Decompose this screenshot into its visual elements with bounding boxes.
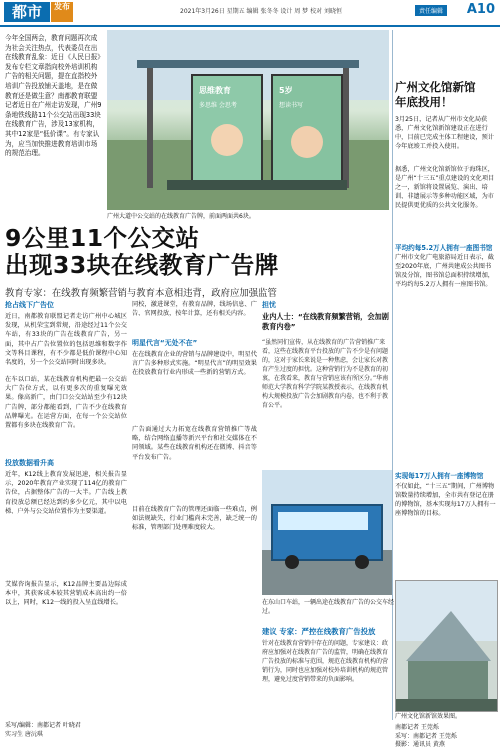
col1-paragraph-2: 在车以口站，某在线教育机构把最一公交站大广告位方式，以有更多次的重复曝光效果。像高新广，由门口公交站站至少有12块广告牌，部分都能看到，广告不少在线教育品牌曝光。在运营方面，在每一个公交站位置都有多块在线教育广告。: [5, 376, 127, 430]
photo1-caption: 广州大道中公交站的在线教育广告牌，前面两面共6块。: [107, 211, 389, 220]
museum-caption: 广州文化馆新馆效果图。: [395, 713, 462, 720]
page-header: [0, 0, 500, 27]
headline: [5, 225, 390, 279]
expert-quote: “虽然同们宣传，从在线教育的广告营销推广来看，这些在线教育平台投放的广告不少是有问题的，这对于家长来说是一种焦虑，会让家长对教育产生过度的担忧。这种营销行为不是教育的初衷，在我看来，教育与营销应该有所区分。”华南师范大学教育科学学院某教授表示，在线教育机构大规模投放广告会加剧教育内卷，也不利于教育公平。: [262, 339, 389, 409]
building-illustration: [396, 581, 497, 711]
ad-text-1: 思维教育: [199, 86, 231, 95]
col1-paragraph-1: 近日，南都教育联盟记者走访广州中心城区发现，从机荣宝到常规，沿途经过11个公交车站，有33块的广告在线教育广告，另一面，其中占广告位置位的包括思维和数字作文等科目课程，有不少都是低价课程中心知名度的，另一个公交站同时出现多块。: [5, 313, 127, 367]
headline-line2: 出现33块在线教育广告牌: [5, 251, 279, 279]
col2-paragraph-2: 在在线教育企业的营销与品牌建设中，明星代言广告多种形式实施。“明星代言”的明星效果在投放教育行业内形成一些新的营销方式。: [132, 351, 257, 377]
bus-photo: [262, 470, 392, 595]
right-subhead-2: 实现每17万人拥有一座博物馆: [395, 472, 484, 480]
right-title-line1: 广州文化馆新馆: [395, 80, 476, 94]
col2-paragraph-3: 广告面通过大力拓宽在线教育营销推广等战略，结合网络直播等新兴平台和社交媒体在不同领域。某些在线教育机构还在微博、抖音等平台发布广告。: [132, 426, 257, 461]
ad-text-3: 5岁: [279, 86, 293, 95]
brand-logo: 都市: [4, 2, 50, 22]
bus-caption: 在东山口车站，一辆出途在线教育广告的公交车经过。: [262, 599, 395, 615]
subheadline: 教育专家：在线教育频繁营销与教育本意相违背，政府应加强监管: [5, 288, 277, 299]
col2-head: 明星代言“无处不在”: [132, 339, 198, 347]
right-paragraph-4: 不仅如此，“十三五”期间，广州博物馆数量持续增加，全市共有登记在册的博物馆，基本实现每17万人拥有一座博物馆的目标。: [395, 483, 496, 517]
left-credits: 采写/编辑：南都记者 叶晓君 实习生 唐沅琪: [5, 722, 81, 738]
right-paragraph-2: 据悉，广州文化馆新馆位于海珠区，是广州“十三五”重点建设的文化项目之一，新馆将设置展览、演出、培训、非遗展示等多种功能区域，为市民提供更优质的公共文化服务。: [395, 166, 495, 209]
col2-paragraph-1: 同校，激进课堂，有教育品牌，线场信息、广告、官网投放，按年计算，还有相关内容。: [132, 301, 257, 318]
right-credits: 南都记者 王莞烁 采写：南都记者 王莞烁 摄影：通讯员 黄燕: [395, 724, 457, 749]
bus-stop-illustration: [107, 30, 389, 210]
col1-head-1: 抢占线下广告位: [5, 301, 54, 309]
right-paragraph-1: 3月25日，记者从广州市文化局获悉，广州文化馆新馆建设正在进行中，目前已完成主体工程建设，预计今年底竣工并投入使用。: [395, 116, 494, 150]
right-title: [395, 80, 495, 110]
col2-paragraph-4: 目前在线教育广告的管理还面临一些难点，例如法规缺失，行业门槛尚未完善，缺乏统一的标准，管理部门处理难度较大。: [132, 506, 257, 532]
intro-text: 今年全国两会，教育问题再次成为社会关注热点，代表委员在出在线教育乱象：近日《人民日报》发布专栏文章指向校外培训机构广告的相关问题，提在直指校外培训广告投放铺天盖地，是在做教育还是做生意？南都教育联盟记者近日在广州走访发现，广州9条地铁线路11个公交站出现33块在线教育广告，涉及13家机构，其中12家是“低价课”。有专家认为，应当加快推进教育培训市场的规范治理。: [5, 34, 102, 158]
right-title-line2: 年底投用！: [395, 95, 453, 109]
headline-line1: 9公里11个公交站: [5, 224, 200, 252]
ad-text-2: 多思维 会思考: [199, 102, 237, 109]
page-number: A10: [466, 2, 495, 17]
right-paragraph-3: 广州市文化广电旅游局近日表示，截至2020年底，广州共建成公共图书馆及分馆，图书馆总面积持续增加，平均约每5.2万人拥有一座图书馆。: [395, 254, 494, 288]
col3-lead: 业内人士：“在线教育频繁营销，会加剧教育内卷”: [262, 312, 389, 331]
bus-illustration: [262, 470, 392, 595]
bus-stop-photo: [107, 30, 389, 210]
col1-head-2: 投放数据看升高: [5, 459, 54, 467]
right-subhead-1: 平均约每5.2万人拥有一座图书馆: [395, 244, 493, 252]
museum-rendering: [395, 580, 498, 712]
suggestion-box: [262, 626, 392, 684]
section-label: 责任编辑: [415, 5, 447, 16]
ad-text-4: 想读书写: [279, 102, 304, 109]
dateline: 2021年3月26日 星期五 编辑 张冬冬 设计 周 梦 校对 刘晓恒: [180, 8, 342, 15]
column-divider: [392, 30, 393, 720]
col1-paragraph-3: 近年，K12线上教育发展迅速，相关报告显示，2020年教育产业实现了114亿的教育广告位，占据整体广告的一大半。广告线上教育投放总额已经达到约多少亿元，其中以电梯、户外与公交站位置作为主要渠道。: [5, 471, 127, 515]
brand-tag: 发布: [51, 2, 73, 22]
col3-head: 担忧: [262, 301, 276, 309]
suggestion-title: 建议 专家：严控在线教育广告投放: [262, 627, 376, 636]
suggestion-body: 针对在线教育营销中存在的问题，专家建议：政府应加强对在线教育广告的监管，明确在线教育广告投放的标准与范围，规范在线教育机构的营销行为，同时也应加强对校外培训机构的规范管理，避免过度营销带来的负面影响。: [262, 640, 389, 683]
col1-paragraph-4: 艾媒咨询报告显示，K12品牌主要品边际成本中，其获客成本较其营销成本高出约一倍以上，同时，K12一线的投入呈直线增长。: [5, 581, 127, 607]
